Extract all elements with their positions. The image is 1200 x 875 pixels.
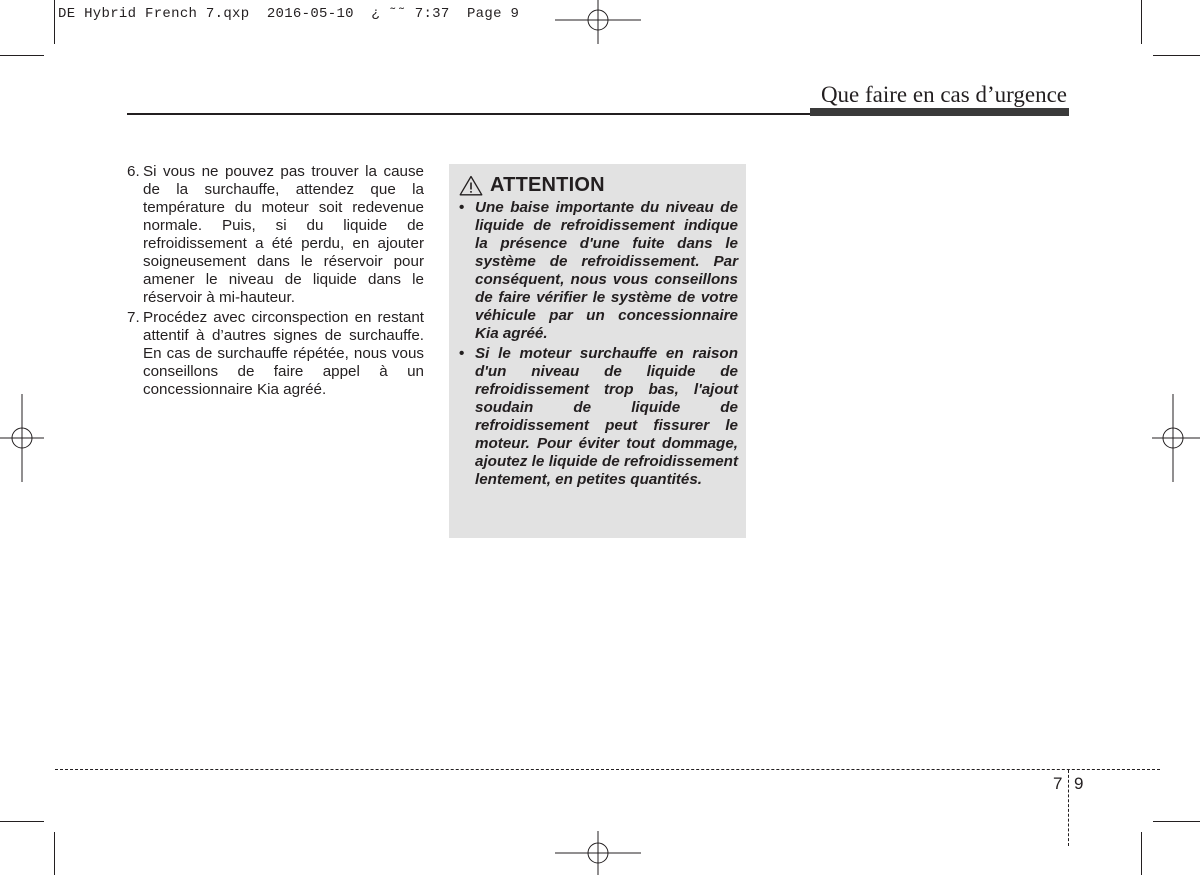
footer-rule: [55, 769, 1160, 770]
page-number: 9: [1074, 774, 1084, 793]
step-item: [127, 163, 424, 307]
registration-mark-left: [0, 394, 44, 482]
section-title: Que faire en cas d’urgence: [820, 82, 1067, 107]
header-rule: [127, 113, 817, 115]
bullet-icon: •: [459, 199, 465, 216]
step-text: Procédez avec circonspection en restant attentif à d’autres signes de surchauffe. En cas de surchauffe répétée, nous vous conseillons de faire appel à un concessionnaire Kia agréé.: [143, 309, 424, 398]
registration-mark-bottom: [555, 831, 641, 875]
registration-mark-right: [1152, 394, 1200, 482]
step-item: [127, 309, 424, 399]
warning-bullet: [459, 345, 738, 489]
bullet-icon: •: [459, 345, 465, 362]
warning-bullet-text: Si le moteur surchauffe en raison d'un niveau de liquide de refroidissement trop bas, l'ajout soudain de liquide de refroidissement peut fissurer le moteur. Pour éviter tout dommage, ajoutez le liquide de refroidissement lentement, en petites quantités.: [475, 345, 738, 488]
header-rule-accent: [810, 108, 1069, 116]
step-text: Si vous ne pouvez pas trouver la cause de la surchauffe, attendez que la température du moteur soit redevenue normale. Puis, si du liquide de refroidissement a été perdu, en ajouter soigneusement dans le réservoir pour amener le niveau de liquide dans le réservoir à mi-hauteur.: [143, 163, 424, 306]
registration-mark-top: [555, 0, 641, 44]
procedure-steps: [127, 163, 424, 401]
chapter-number: 7: [1053, 774, 1063, 793]
warning-bullet-text: Une baise importante du niveau de liquide de refroidissement indique la présence d'une fuite dans le système de refroidissement. Par conséquent, nous vous conseillons de faire vérifier le système de votre véhicule par un concessionnaire Kia agréé.: [475, 199, 738, 342]
warning-triangle-icon: [459, 175, 483, 196]
step-number: 7.: [127, 309, 140, 326]
warning-title: ATTENTION: [490, 174, 605, 196]
step-number: 6.: [127, 163, 140, 180]
warning-header: [459, 174, 738, 197]
warning-box: [449, 164, 746, 538]
warning-bullet: [459, 199, 738, 343]
page-number-separator: [1068, 770, 1069, 846]
print-slug: DE Hybrid French 7.qxp 2016-05-10 ¿ ˜˜ 7:37 Page 9: [58, 6, 520, 22]
